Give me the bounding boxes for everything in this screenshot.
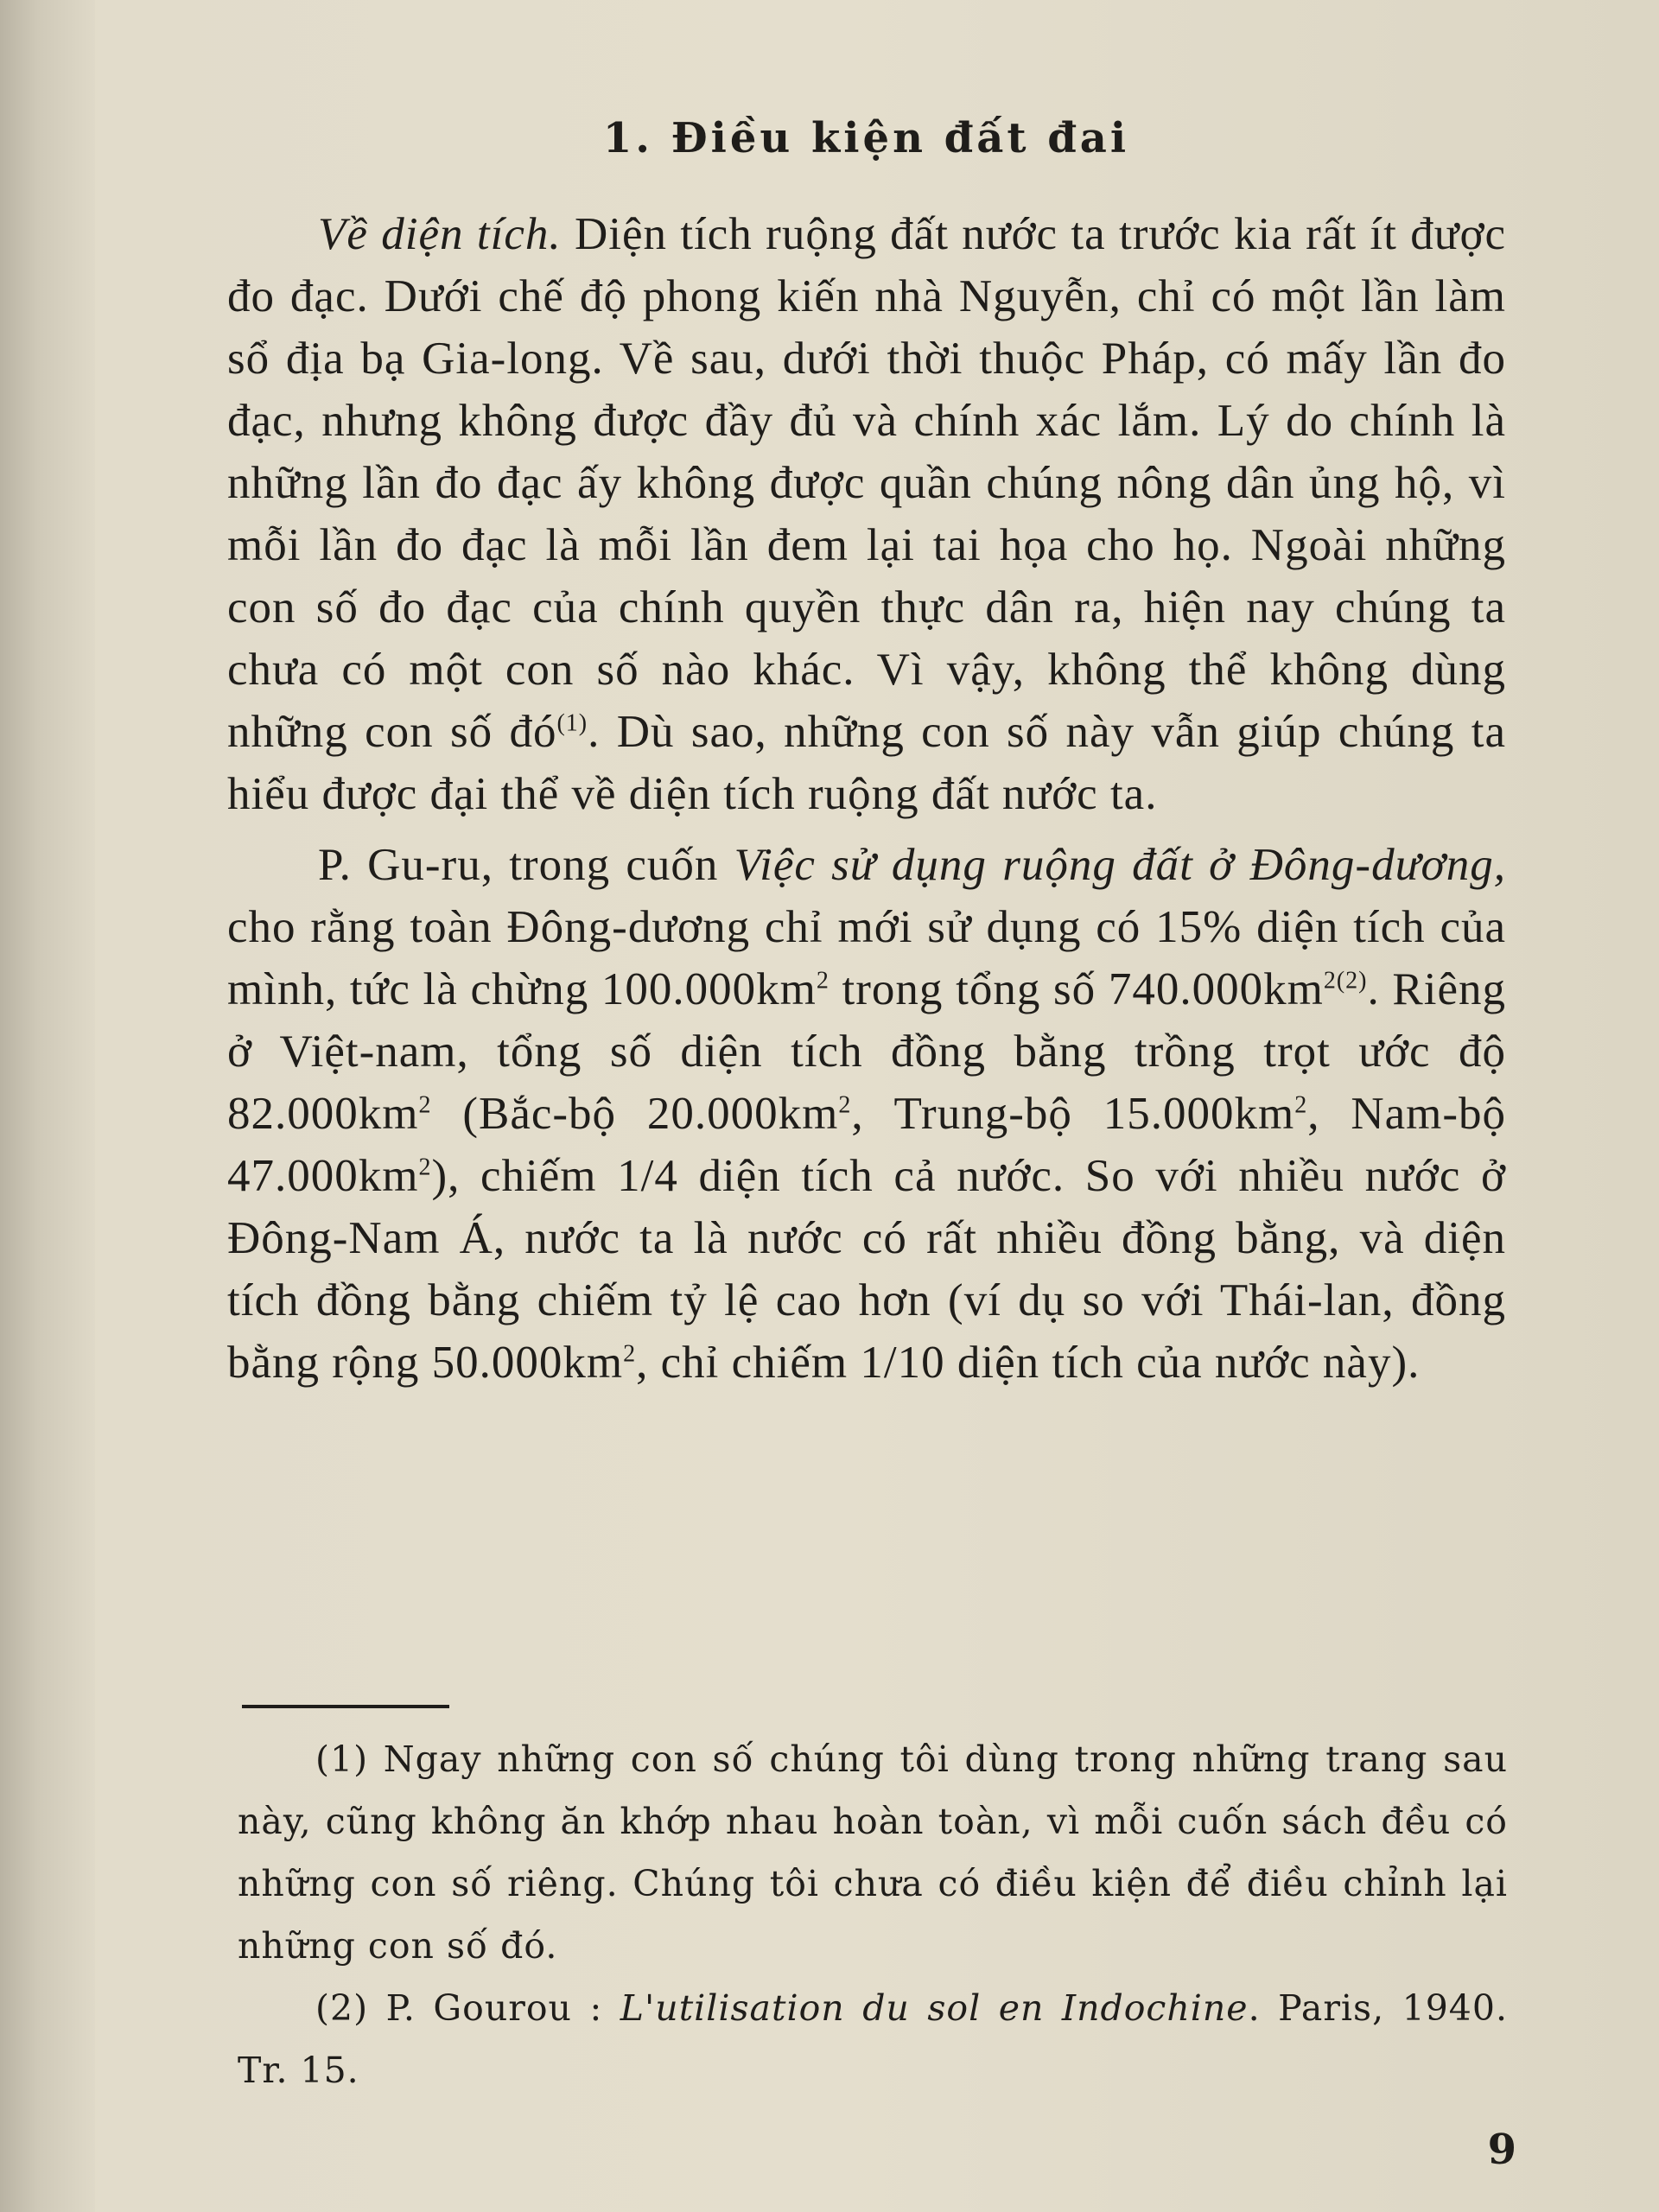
- paragraph-area: [227, 203, 1506, 825]
- paragraph-text: P. Gu-ru, trong cuốn: [318, 840, 734, 890]
- superscript: 2: [418, 1154, 432, 1181]
- book-spine-shadow: [0, 0, 95, 2212]
- superscript: 2: [418, 1091, 432, 1119]
- footnote-text: (2) P. Gourou :: [315, 1987, 620, 2029]
- paragraph-text: ), chiếm 1/4 diện tích cả nước. So với nhiều nước ở Đông-Nam Á, nước ta là nước có rất nhiều đồng bằng, và diện tích đồng bằng chiếm tỷ lệ cao hơn (ví dụ so với Thái-lan, đồng bằng rộng 50.000km: [227, 1151, 1506, 1388]
- book-title: Việc sử dụng ruộng đất ở Đông-dương,: [734, 840, 1507, 890]
- footnote-1: (1) Ngay những con số chúng tôi dùng trong những trang sau này, cũng không ăn khớp nhau hoàn toàn, vì mỗi cuốn sách đều có những con số riêng. Chúng tôi chưa có điều kiện để điều chỉnh lại những con số đó.: [238, 1738, 1508, 1967]
- paragraph-text: (Bắc-bộ 20.000km: [431, 1089, 839, 1139]
- paragraph-text-end: . Dù sao, những con số này vẫn giúp chúng ta hiểu được đại thể về diện tích ruộng đất nước ta.: [227, 707, 1507, 819]
- footnote-ref-1: (1): [556, 709, 588, 737]
- section-heading: 1. Điều kiện đất đai: [602, 114, 1130, 162]
- superscript: 2: [816, 967, 830, 995]
- paragraph-text: cho rằng toàn Đông-dương chỉ mới sử dụng có 15% diện tích của mình, tức là chừng 100.000km: [227, 902, 1506, 1014]
- paragraph-text: Diện tích ruộng đất nước ta trước kia rất ít được đo đạc. Dưới chế độ phong kiến nhà Nguyễn, chỉ có một lần làm sổ địa bạ Gia-long. Về sau, dưới thời thuộc Pháp, có mấy lần đo đạc, nhưng không được đầy đủ và chính xác lắm. Lý do chính là những lần đo đạc ấy không được quần chúng nông dân ủng hộ, vì mỗi lần đo đạc là mỗi lần đem lại tai họa cho họ. Ngoài những con số đo đạc của chính quyền thực dân ra, hiện nay chúng ta chưa có một con số nào khác. Vì vậy, không thể không dùng những con số đó: [227, 209, 1506, 757]
- footnote-text: . Paris, 1940. Tr. 15.: [238, 1987, 1508, 2091]
- paragraph-gourou: [227, 834, 1506, 1394]
- superscript: 2: [623, 1340, 637, 1368]
- page-number: 9: [1487, 2126, 1516, 2174]
- footnote-divider: [242, 1705, 449, 1708]
- paragraph-text: . Riêng ở Việt-nam, tổng số diện tích đồng bằng trồng trọt ước độ 82.000km: [227, 964, 1506, 1139]
- paragraph-text: , Trung-bộ 15.000km: [851, 1089, 1295, 1139]
- paragraph-text: , chỉ chiếm 1/10 diện tích của nước này).: [636, 1338, 1421, 1388]
- paragraph-text: trong tổng số 740.000km: [829, 964, 1324, 1014]
- book-page: [220, 104, 1516, 2177]
- paragraph-text: , Nam-bộ 47.000km: [227, 1089, 1506, 1201]
- footnote-ref-2: 2(2): [1323, 967, 1368, 995]
- main-text: [227, 203, 1506, 1394]
- footnote-2: [238, 1977, 1508, 2101]
- footnote-book-title: L'utilisation du sol en Indochine: [620, 1987, 1249, 2029]
- superscript: 2: [838, 1091, 852, 1119]
- paragraph-lead: Về diện tích.: [318, 209, 562, 259]
- superscript: 2: [1294, 1091, 1308, 1119]
- footnotes: [238, 1728, 1508, 2101]
